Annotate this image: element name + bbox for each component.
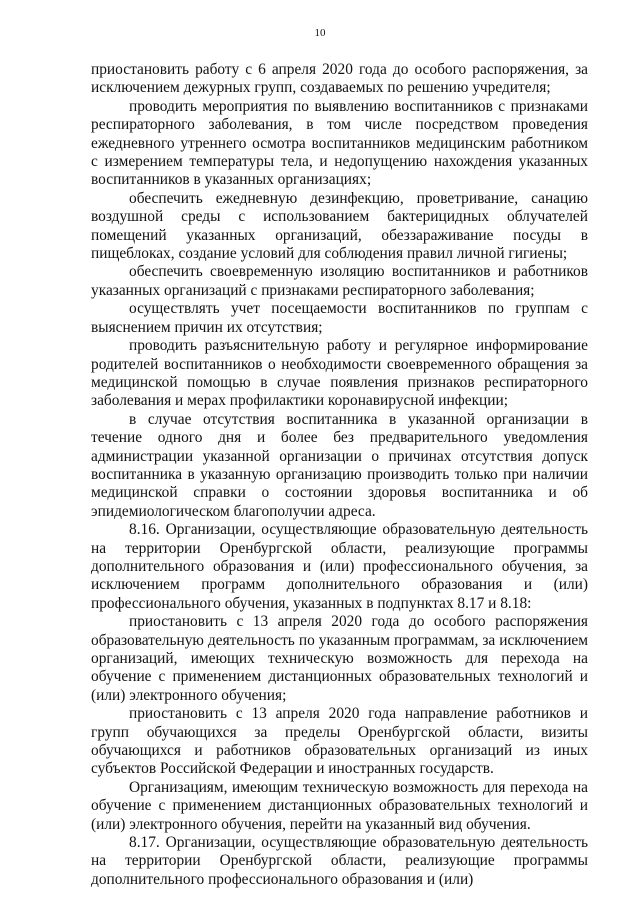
paragraph-suspend-travel: приостановить с 13 апреля 2020 года направление работников и групп обучающихся за пределы Оренбургской области, визиты обучающихся и работников образовательных организаций из иных субъектов Российской Федерации и иностранных государств. xyxy=(91,705,588,778)
paragraph-parent-information: проводить разъяснительную работу и регулярное информирование родителей воспитанников о необходимости своевременного обращения за медицинской помощью в случае появления признаков респираторного заболевания и мерах профилактики коронавирусной инфекции; xyxy=(91,337,588,410)
paragraph-disinfection: обеспечить ежедневную дезинфекцию, проветривание, санацию воздушной среды с использованием бактерицидных облучателей помещений указанных организаций, обеззараживание посуды в пищеблоках, создание условий для соблюдения правил личной гигиены; xyxy=(91,189,588,263)
paragraph-section-8-17: 8.17. Организации, осуществляющие образовательную деятельность на территории Оренбургской области, реализующие программы дополнительного профессионального образования и (или) xyxy=(91,834,588,888)
paragraph-distance-learning: Организациям, имеющим техническую возможность для перехода на обучение с применением дистанционных образовательных технологий и (или) электронного обучения, перейти на указанный вид обучения. xyxy=(91,778,588,833)
page-number: 10 xyxy=(314,27,326,39)
paragraph-absence-admission: в случае отсутствия воспитанника в указанной организации в течение одного дня и более без предварительного уведомления администрации указанной организации о причинах отсутствия допуск воспитанника в указанную организацию производить только при наличии медицинской справки о состоянии здоровья воспитанника и об эпидемиологическом благополучии адреса. xyxy=(91,410,588,520)
paragraph-section-8-16: 8.16. Организации, осуществляющие образовательную деятельность на территории Оренбургской области, реализующие программы дополнительного образования и (или) профессионального обучения, за исключением программ дополнительного образования и (или) профессионального обучения, указанных в подпунктах 8.17 и 8.18: xyxy=(91,521,588,612)
paragraph-suspend-education: приостановить с 13 апреля 2020 года до особого распоряжения образовательную деятельность по указанным программам, за исключением организаций, имеющих техническую возможность для перехода на обучение с применением дистанционных образовательных технологий и (или) электронного обучения; xyxy=(91,613,588,704)
paragraph-attendance: осуществлять учет посещаемости воспитанников по группам с выяснением причин их отсутствия; xyxy=(91,300,588,336)
paragraph-detect-illness: проводить мероприятия по выявлению воспитанников с признаками респираторного заболевания, в том числе посредством проведения ежедневного утреннего осмотра воспитанников медицинским работником с измерением температуры тела, и недопущению нахождения указанных воспитанников в указанных организациях; xyxy=(91,97,588,189)
paragraph-isolation: обеспечить своевременную изоляцию воспитанников и работников указанных организаций с признаками респираторного заболевания; xyxy=(91,263,588,299)
paragraph-suspend-work: приостановить работу с 6 апреля 2020 года до особого распоряжения, за исключением дежурных групп, создаваемых по решению учредителя; xyxy=(91,61,588,97)
document-body xyxy=(91,61,588,889)
